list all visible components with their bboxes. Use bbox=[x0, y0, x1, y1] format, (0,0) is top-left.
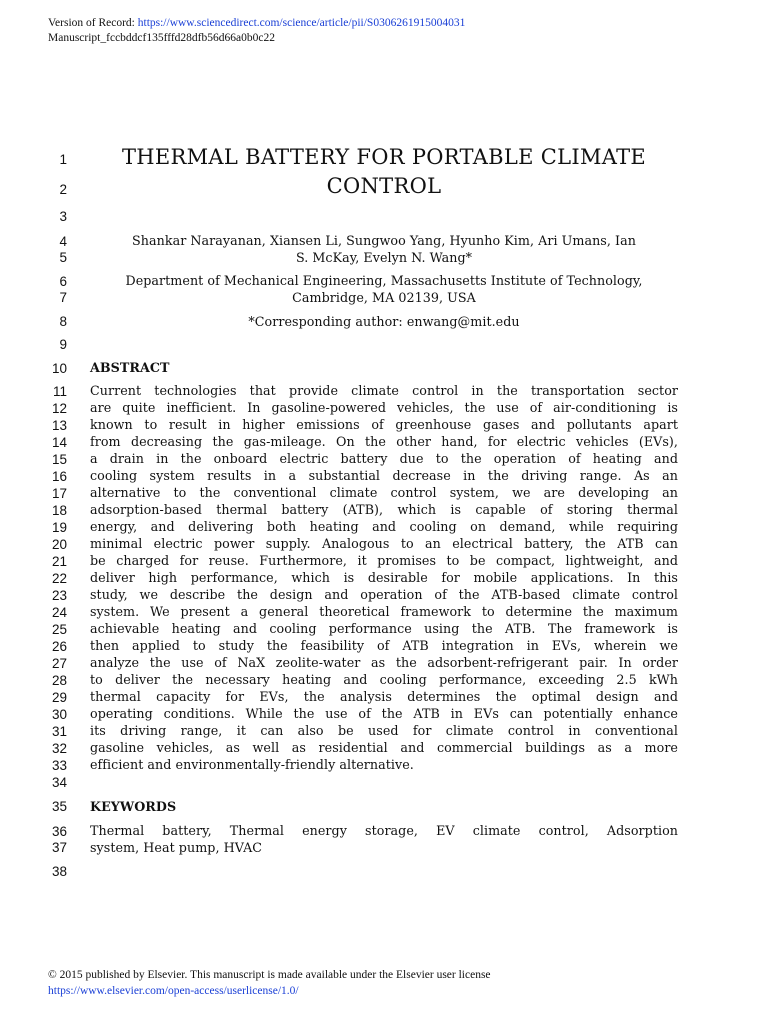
authors-line-2: S. McKay, Evelyn N. Wang* bbox=[295, 250, 473, 265]
abstract-line: its driving range, it can also be used for climate control in conventional bbox=[90, 723, 678, 738]
line-number: 24 bbox=[51, 605, 67, 620]
paper-title-line-1: THERMAL BATTERY FOR PORTABLE CLIMATE bbox=[121, 145, 647, 169]
line-number: 19 bbox=[51, 520, 67, 535]
line-number: 16 bbox=[51, 469, 67, 484]
line-number: 33 bbox=[51, 758, 67, 773]
line-number: 21 bbox=[51, 554, 67, 569]
abstract-line: energy, and delivering both heating and cooling on demand, while requiring bbox=[90, 519, 678, 534]
line-number: 27 bbox=[51, 656, 67, 671]
abstract-line: thermal capacity for EVs, the analysis determines the optimal design and bbox=[90, 689, 678, 704]
keywords-heading: KEYWORDS bbox=[90, 799, 177, 814]
abstract-heading: ABSTRACT bbox=[90, 360, 170, 375]
line-number: 36 bbox=[51, 824, 67, 839]
line-number: 37 bbox=[51, 840, 67, 855]
corresponding-author: *Corresponding author: enwang@mit.edu bbox=[248, 314, 520, 329]
line-number: 8 bbox=[59, 314, 67, 329]
abstract-line: achievable heating and cooling performance using the ATB. The framework is bbox=[90, 621, 678, 636]
line-number: 22 bbox=[51, 571, 67, 586]
line-number: 31 bbox=[51, 724, 67, 739]
abstract-line: deliver high performance, which is desirable for mobile applications. In this bbox=[90, 570, 678, 585]
license-link-row bbox=[48, 984, 299, 998]
line-number: 14 bbox=[51, 435, 67, 450]
abstract-line: to deliver the necessary heating and cooling performance, exceeding 2.5 kWh bbox=[90, 672, 678, 687]
abstract-line: be charged for reuse. Furthermore, it promises to be compact, lightweight, and bbox=[90, 553, 678, 568]
line-number: 29 bbox=[51, 690, 67, 705]
abstract-line: efficient and environmentally-friendly alternative. bbox=[90, 757, 414, 772]
line-number: 1 bbox=[59, 152, 67, 167]
abstract-line: are quite inefficient. In gasoline-powered vehicles, the use of air-conditioning is bbox=[90, 400, 678, 415]
abstract-line: alternative to the conventional climate control system, we are developing an bbox=[90, 485, 678, 500]
keywords-line-2: system, Heat pump, HVAC bbox=[90, 840, 263, 855]
line-number: 34 bbox=[51, 775, 67, 790]
line-number: 12 bbox=[51, 401, 67, 416]
license-text: © 2015 published by Elsevier. This manuscript is made available under the Elsevier user license bbox=[48, 969, 491, 981]
abstract-line: then applied to study the feasibility of ATB integration in EVs, wherein we bbox=[90, 638, 678, 653]
abstract-line: adsorption-based thermal battery (ATB), which is capable of storing thermal bbox=[90, 502, 678, 517]
authors-line-1: Shankar Narayanan, Xiansen Li, Sungwoo Yang, Hyunho Kim, Ari Umans, Ian bbox=[132, 233, 636, 248]
line-number: 30 bbox=[51, 707, 67, 722]
line-number: 7 bbox=[59, 290, 67, 305]
line-number: 26 bbox=[51, 639, 67, 654]
keywords-line-1: Thermal battery, Thermal energy storage, EV climate control, Adsorption bbox=[90, 823, 678, 838]
abstract-line: Current technologies that provide climate control in the transportation sector bbox=[90, 383, 678, 398]
line-number: 2 bbox=[59, 182, 67, 197]
line-number: 35 bbox=[51, 799, 67, 814]
line-number: 9 bbox=[59, 337, 67, 352]
line-number: 5 bbox=[59, 250, 67, 265]
line-number: 11 bbox=[52, 384, 67, 399]
line-number: 32 bbox=[51, 741, 67, 756]
line-number: 20 bbox=[51, 537, 67, 552]
abstract-line: system. We present a general theoretical framework to determine the maximum bbox=[90, 604, 678, 619]
line-number: 25 bbox=[51, 622, 67, 637]
abstract-line: from decreasing the gas-mileage. On the other hand, for electric vehicles (EVs), bbox=[90, 434, 678, 449]
abstract-line: study, we describe the design and operation of the ATB-based climate control bbox=[90, 587, 678, 602]
abstract-line: analyze the use of NaX zeolite-water as the adsorbent-refrigerant pair. In order bbox=[90, 655, 678, 670]
affiliation-line-2: Cambridge, MA 02139, USA bbox=[292, 290, 476, 305]
line-number: 6 bbox=[59, 274, 67, 289]
line-number: 3 bbox=[59, 209, 67, 224]
line-number: 17 bbox=[51, 486, 67, 501]
version-of-record bbox=[48, 16, 465, 30]
abstract-line: known to result in higher emissions of greenhouse gases and pollutants apart bbox=[90, 417, 678, 432]
abstract-line: gasoline vehicles, as well as residential and commercial buildings as a more bbox=[90, 740, 678, 755]
line-number: 18 bbox=[51, 503, 67, 518]
paper-title-line-2: CONTROL bbox=[326, 174, 442, 198]
abstract-line: cooling system results in a substantial decrease in the driving range. As an bbox=[90, 468, 678, 483]
license-link[interactable]: https://www.elsevier.com/open-access/userlicense/1.0/ bbox=[48, 985, 299, 997]
version-link[interactable]: https://www.sciencedirect.com/science/article/pii/S0306261915004031 bbox=[137, 17, 466, 29]
line-number: 15 bbox=[51, 452, 67, 467]
version-label: Version of Record: bbox=[48, 17, 138, 29]
line-number: 10 bbox=[51, 361, 67, 376]
line-number: 13 bbox=[51, 418, 67, 433]
manuscript-id: Manuscript_fccbddcf135fffd28dfb56d66a0b0c22 bbox=[48, 32, 275, 44]
abstract-line: a drain in the onboard electric battery due to the operation of heating and bbox=[90, 451, 678, 466]
line-number: 38 bbox=[51, 864, 67, 879]
abstract-line: minimal electric power supply. Analogous to an electrical battery, the ATB can bbox=[90, 536, 678, 551]
line-number: 4 bbox=[59, 234, 67, 249]
abstract-line: operating conditions. While the use of the ATB in EVs can potentially enhance bbox=[90, 706, 678, 721]
affiliation-line-1: Department of Mechanical Engineering, Massachusetts Institute of Technology, bbox=[125, 273, 643, 288]
line-number: 28 bbox=[51, 673, 67, 688]
line-number: 23 bbox=[51, 588, 67, 603]
